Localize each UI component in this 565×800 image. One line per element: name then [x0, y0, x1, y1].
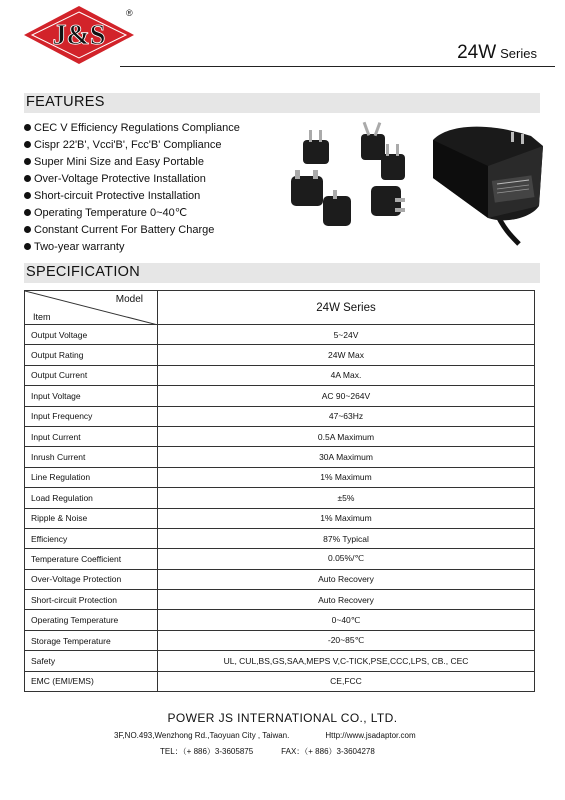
- row-value: 0.5A Maximum: [158, 426, 535, 446]
- specification-heading: SPECIFICATION: [26, 264, 141, 280]
- row-label: Short-circuit Protection: [25, 590, 158, 610]
- bullet-icon: [24, 243, 31, 250]
- corner-model-label: Model: [115, 294, 143, 305]
- row-label: Line Regulation: [25, 467, 158, 487]
- row-value: AC 90~264V: [158, 386, 535, 406]
- row-value: 0.05%/℃: [158, 549, 535, 569]
- table-row: [25, 325, 535, 345]
- row-label: Operating Temperature: [25, 610, 158, 630]
- row-label: Input Voltage: [25, 386, 158, 406]
- row-value: 1% Maximum: [158, 508, 535, 528]
- row-label: Load Regulation: [25, 488, 158, 508]
- table-row: [25, 528, 535, 548]
- series-title: [457, 42, 537, 64]
- row-label: Temperature Coefficient: [25, 549, 158, 569]
- table-row: [25, 671, 535, 691]
- logo-text: J&S: [52, 20, 106, 51]
- table-row: [25, 549, 535, 569]
- table-row: [25, 345, 535, 365]
- feature-item: CEC V Efficiency Regulations Compliance: [24, 120, 240, 137]
- bullet-icon: [24, 192, 31, 199]
- row-label: Over-Voltage Protection: [25, 569, 158, 589]
- table-row: [25, 406, 535, 426]
- table-row: [25, 386, 535, 406]
- feature-item: Super Mini Size and Easy Portable: [24, 154, 240, 171]
- feature-item: Over-Voltage Protective Installation: [24, 171, 240, 188]
- specification-table: [24, 290, 535, 692]
- feature-item: Cispr 22'B', Vcci'B', Fcc'B' Compliance: [24, 137, 240, 154]
- row-label: Inrush Current: [25, 447, 158, 467]
- row-label: Ripple & Noise: [25, 508, 158, 528]
- features-list: [24, 120, 240, 256]
- table-row: [25, 610, 535, 630]
- header-divider: [120, 66, 555, 67]
- company-name: POWER JS INTERNATIONAL CO., LTD.: [167, 711, 398, 725]
- row-label: Input Frequency: [25, 406, 158, 426]
- table-row: [25, 590, 535, 610]
- address-line: [114, 731, 452, 740]
- row-value: 87% Typical: [158, 528, 535, 548]
- company-tel: TEL：（+ 886）3-3605875: [160, 747, 254, 756]
- company-fax: FAX：（+ 886）3-3604278: [281, 747, 375, 756]
- row-label: Output Current: [25, 365, 158, 385]
- table-header-row: [25, 291, 535, 325]
- bullet-icon: [24, 209, 31, 216]
- corner-item-label: Item: [33, 312, 51, 322]
- row-label: Efficiency: [25, 528, 158, 548]
- row-label: Storage Temperature: [25, 630, 158, 650]
- table-row: [25, 569, 535, 589]
- company-address: 3F,NO.493,Wenzhong Rd.,Taoyuan City , Taiwan.: [114, 731, 290, 740]
- row-value: 47~63Hz: [158, 406, 535, 426]
- bullet-icon: [24, 158, 31, 165]
- specification-heading-bar: [24, 263, 540, 283]
- series-column-header: 24W Series: [158, 291, 535, 325]
- row-value: -20~85℃: [158, 630, 535, 650]
- table-row: [25, 508, 535, 528]
- table-corner-cell: [25, 291, 158, 325]
- row-value: 4A Max.: [158, 365, 535, 385]
- row-label: EMC (EMI/EMS): [25, 671, 158, 691]
- row-value: 1% Maximum: [158, 467, 535, 487]
- row-value: CE,FCC: [158, 671, 535, 691]
- table-row: [25, 467, 535, 487]
- features-heading-bar: [24, 93, 540, 113]
- bullet-icon: [24, 226, 31, 233]
- contact-line: [160, 746, 403, 757]
- row-label: Input Current: [25, 426, 158, 446]
- row-value: Auto Recovery: [158, 590, 535, 610]
- table-row: [25, 630, 535, 650]
- row-value: 0~40℃: [158, 610, 535, 630]
- row-value: 30A Maximum: [158, 447, 535, 467]
- table-row: [25, 365, 535, 385]
- company-website[interactable]: Http://www.jsadaptor.com: [325, 731, 416, 740]
- adapter-with-plugs-icon: [283, 118, 548, 246]
- row-label: Output Voltage: [25, 325, 158, 345]
- row-label: Safety: [25, 651, 158, 671]
- series-model: 24W: [457, 42, 497, 63]
- table-row: [25, 651, 535, 671]
- feature-item: Two-year warranty: [24, 239, 240, 256]
- feature-item: Short-circuit Protective Installation: [24, 188, 240, 205]
- feature-item: Operating Temperature 0~40℃: [24, 205, 240, 222]
- series-label: Series: [500, 46, 537, 61]
- row-value: Auto Recovery: [158, 569, 535, 589]
- bullet-icon: [24, 175, 31, 182]
- table-row: [25, 488, 535, 508]
- feature-item: Constant Current For Battery Charge: [24, 222, 240, 239]
- company-logo: [20, 4, 138, 66]
- row-value: 5~24V: [158, 325, 535, 345]
- row-value: UL, CUL,BS,GS,SAA,MEPS V,C-TICK,PSE,CCC,LPS, CB., CEC: [158, 651, 535, 671]
- row-value: ±5%: [158, 488, 535, 508]
- row-value: 24W Max: [158, 345, 535, 365]
- table-row: [25, 447, 535, 467]
- row-label: Output Rating: [25, 345, 158, 365]
- bullet-icon: [24, 124, 31, 131]
- features-heading: FEATURES: [26, 94, 105, 110]
- bullet-icon: [24, 141, 31, 148]
- table-row: [25, 426, 535, 446]
- registered-mark: ®: [126, 8, 133, 18]
